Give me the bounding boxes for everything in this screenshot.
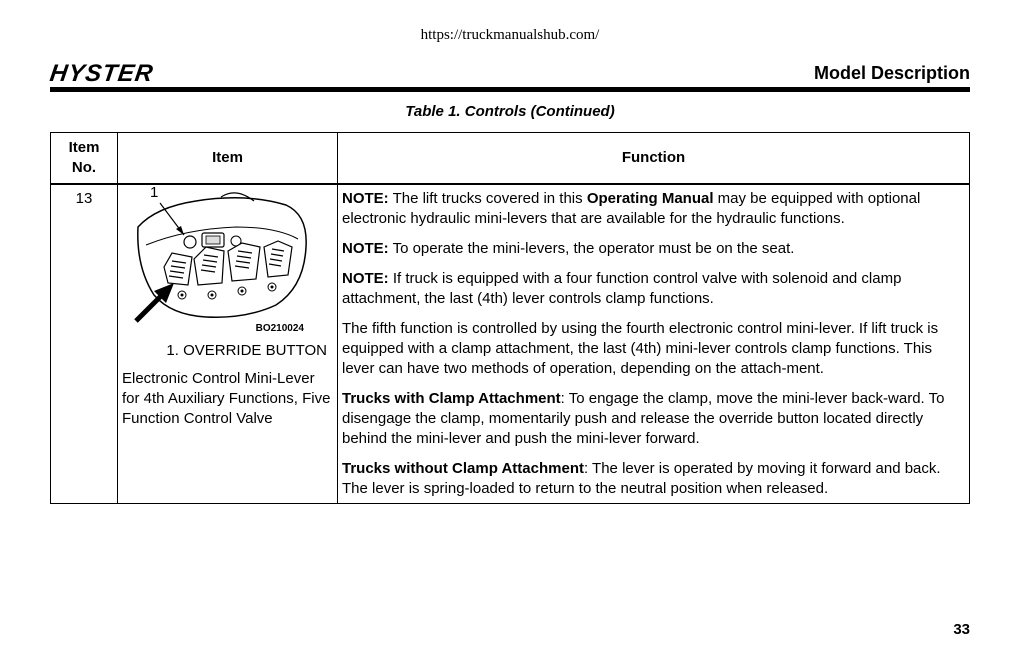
note-label: NOTE: [342, 190, 389, 207]
figure-callout-number: 1 [150, 184, 159, 201]
table-header-row [51, 133, 970, 185]
item-cell [118, 184, 338, 504]
no-clamp-attachment-paragraph: Trucks without Clamp Attachment: The lever is operated by moving it forward and back. The lever is spring-loaded to return to the neutral position when released. [342, 460, 941, 497]
figure-caption: 1. OVERRIDE BUTTON [166, 342, 327, 359]
source-url[interactable]: https://truckmanualshub.com/ [420, 27, 600, 43]
note-label: NOTE: [342, 270, 389, 287]
column-header-item-no: Item No. [51, 133, 118, 185]
column-header-item: Item [118, 133, 338, 185]
fifth-function-paragraph: The fifth function is controlled by using the fourth electronic control mini-lever. If lift truck is equipped with a clamp attachment, the last (4th) mini-lever controls clamp functions. This lever can have two methods of operation, depending on the attach-ment. [342, 320, 939, 377]
brand-logo: HYSTER [48, 60, 156, 87]
figure-id: BO210024 [255, 323, 304, 334]
clamp-attachment-paragraph: Trucks with Clamp Attachment: To engage the clamp, move the mini-lever back-ward. To disengage the clamp, momentarily push and release the override button located directly behind the mini-lever and push the mini-lever forward. [342, 390, 945, 447]
note-label: NOTE: [342, 240, 389, 257]
mini-lever-illustration [126, 187, 316, 335]
item-number: 13 [51, 184, 118, 504]
page-number: 33 [953, 621, 970, 638]
mini-lever-figure [126, 184, 316, 335]
table-row [51, 184, 970, 504]
note-paragraph-1: NOTE: The lift trucks covered in this Operating Manual may be equipped with optional electronic hydraulic mini-levers that are available for the hydraulic functions. [342, 190, 921, 227]
function-cell [338, 184, 970, 504]
section-title: Model Description [813, 63, 970, 83]
controls-table [50, 132, 970, 504]
note-paragraph-2: NOTE: To operate the mini-levers, the operator must be on the seat. [342, 240, 795, 257]
note-paragraph-3: NOTE: If truck is equipped with a four function control valve with solenoid and clamp attachment, the last (4th) lever controls clamp functions. [342, 270, 902, 307]
operating-manual-term: Operating Manual [586, 190, 714, 207]
table-caption: Table 1. Controls (Continued) [405, 103, 615, 120]
clamp-attachment-label: Trucks with Clamp Attachment [342, 390, 561, 407]
no-clamp-attachment-label: Trucks without Clamp Attachment [342, 460, 584, 477]
header-rule [50, 87, 970, 92]
item-description: Electronic Control Mini-Lever for 4th Auxiliary Functions, Five Function Control Valve [122, 370, 331, 427]
column-header-function: Function [338, 133, 970, 185]
